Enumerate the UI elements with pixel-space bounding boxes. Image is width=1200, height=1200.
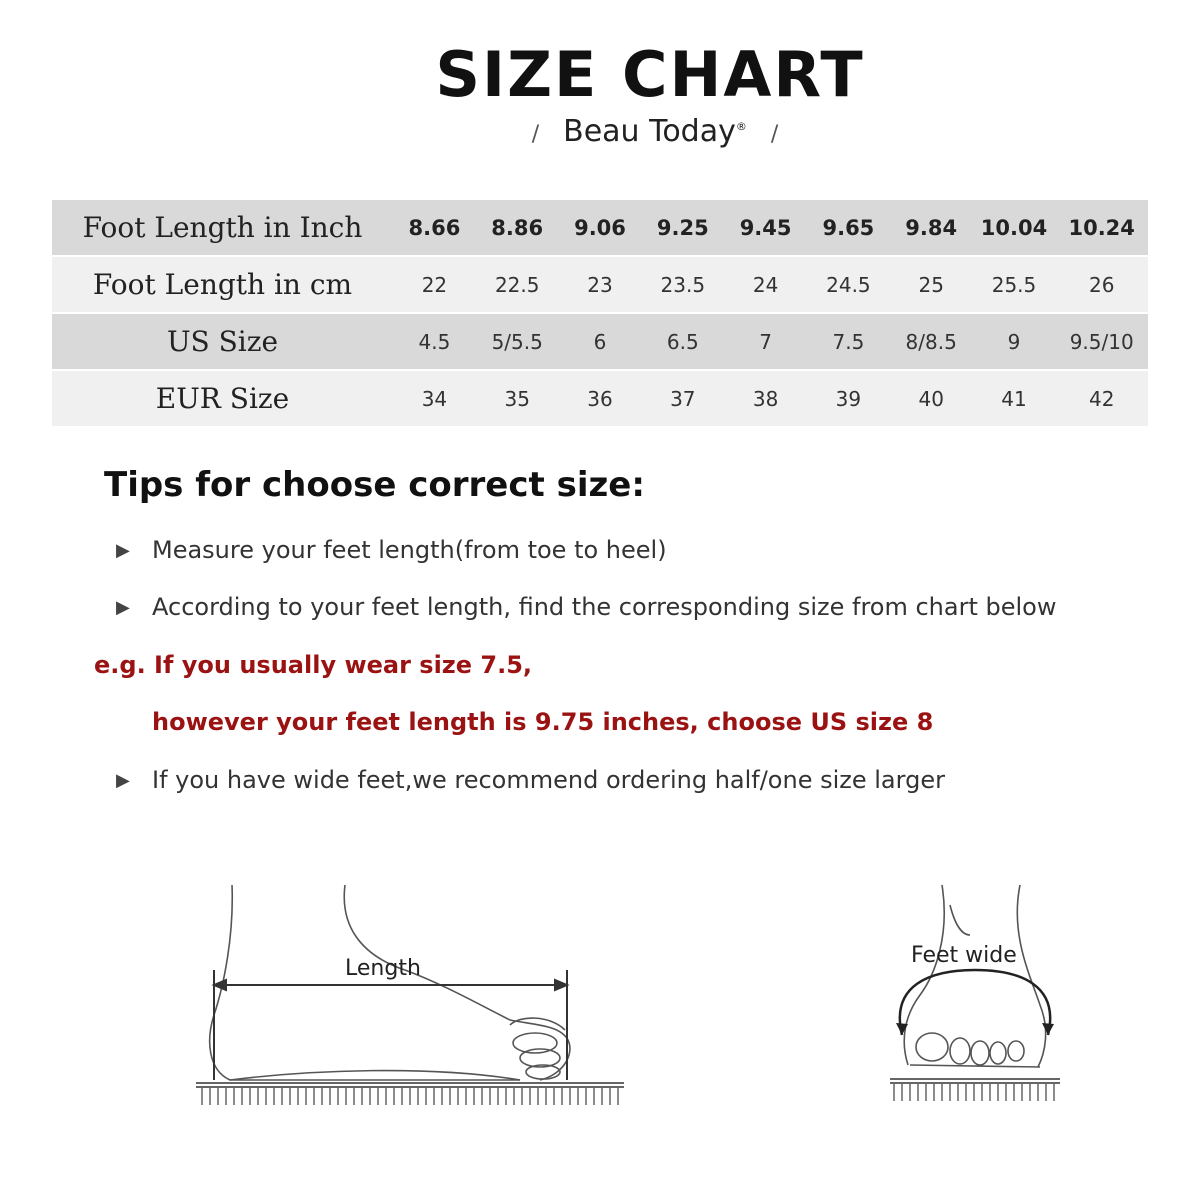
table-cell: 7 [759, 329, 772, 354]
length-label: Length [345, 956, 421, 981]
tip-item [116, 766, 945, 794]
table-cell: 37 [670, 386, 696, 411]
table-cell: 6.5 [666, 329, 699, 354]
table-cell: 10.04 [980, 215, 1048, 240]
width-arc [900, 970, 1050, 1035]
table-cell: 7.5 [832, 329, 865, 354]
row-label: Foot Length in cm [92, 268, 353, 301]
width-label: Feet wide [911, 943, 1017, 968]
table-cell: 34 [421, 386, 448, 411]
table-cell: 9.25 [656, 215, 709, 240]
tip-item [116, 593, 1056, 621]
tip-text: Measure your feet length(from toe to heel) [152, 536, 667, 564]
foot-outline-top [344, 885, 570, 1080]
tips-heading: Tips for choose correct size: [104, 465, 645, 505]
table-cell: 4.5 [418, 329, 451, 354]
table-cell: 41 [1001, 386, 1027, 411]
table-cell: 36 [587, 386, 613, 411]
table-cell: 38 [752, 386, 779, 411]
tip-item [116, 536, 667, 564]
foot-outline-heel [210, 885, 520, 1080]
table-cell: 42 [1088, 386, 1115, 411]
table-cell: 9.65 [822, 215, 875, 240]
play-arrow-icon: ▶ [116, 769, 130, 791]
row-label: Foot Length in Inch [82, 211, 363, 244]
tip-text: According to your feet length, find the corresponding size from chart below [152, 593, 1057, 621]
row-label: EUR Size [155, 382, 290, 415]
table-cell: 9.45 [739, 215, 792, 240]
table-cell: 10.24 [1068, 215, 1135, 240]
brand-line [0, 114, 1200, 149]
table-cell: 9.06 [574, 215, 626, 240]
table-cell: 22.5 [494, 272, 540, 297]
brand-name: Beau Today [563, 114, 736, 149]
table-cell: 23.5 [660, 272, 706, 297]
table-cell: 9.84 [905, 215, 958, 240]
table-cell: 8.66 [408, 215, 461, 240]
play-arrow-icon: ▶ [116, 539, 130, 561]
size-table [52, 200, 1148, 426]
example-line-1: e.g. If you usually wear size 7.5, [94, 651, 533, 679]
row-label: US Size [166, 325, 279, 358]
table-cell: 6 [593, 329, 607, 354]
table-cell: 35 [504, 386, 530, 411]
brand-slash-left: / [531, 122, 540, 147]
table-cell: 24 [752, 272, 779, 297]
table-cell: 25.5 [991, 272, 1037, 297]
foot-length-illustration [190, 875, 630, 1115]
table-cell: 9.5/10 [1069, 329, 1134, 354]
table-row-us [52, 314, 1148, 369]
play-arrow-icon: ▶ [116, 596, 130, 618]
table-cell: 22 [421, 272, 448, 297]
page-title: SIZE CHART [435, 38, 865, 111]
table-cell: 39 [835, 386, 862, 411]
table-cell: 24.5 [826, 272, 871, 297]
table-cell: 25 [918, 272, 944, 297]
table-cell: 5/5.5 [491, 329, 543, 354]
table-cell: 40 [918, 386, 944, 411]
tip-text: If you have wide feet,we recommend ordering half/one size larger [152, 766, 945, 794]
table-cell: 23 [587, 272, 613, 297]
example-line-2: however your feet length is 9.75 inches, choose US size 8 [152, 708, 934, 736]
table-cell: 9 [1007, 329, 1021, 354]
table-row-cm [52, 257, 1148, 312]
table-cell: 8/8.5 [905, 329, 957, 354]
table-row-eur [52, 371, 1148, 426]
registered-mark: ® [735, 120, 747, 133]
foot-width-illustration [880, 875, 1080, 1115]
table-row-inch [52, 200, 1148, 255]
table-cell: 8.86 [491, 215, 544, 240]
brand-slash-right: / [770, 122, 779, 147]
table-cell: 26 [1088, 272, 1115, 297]
